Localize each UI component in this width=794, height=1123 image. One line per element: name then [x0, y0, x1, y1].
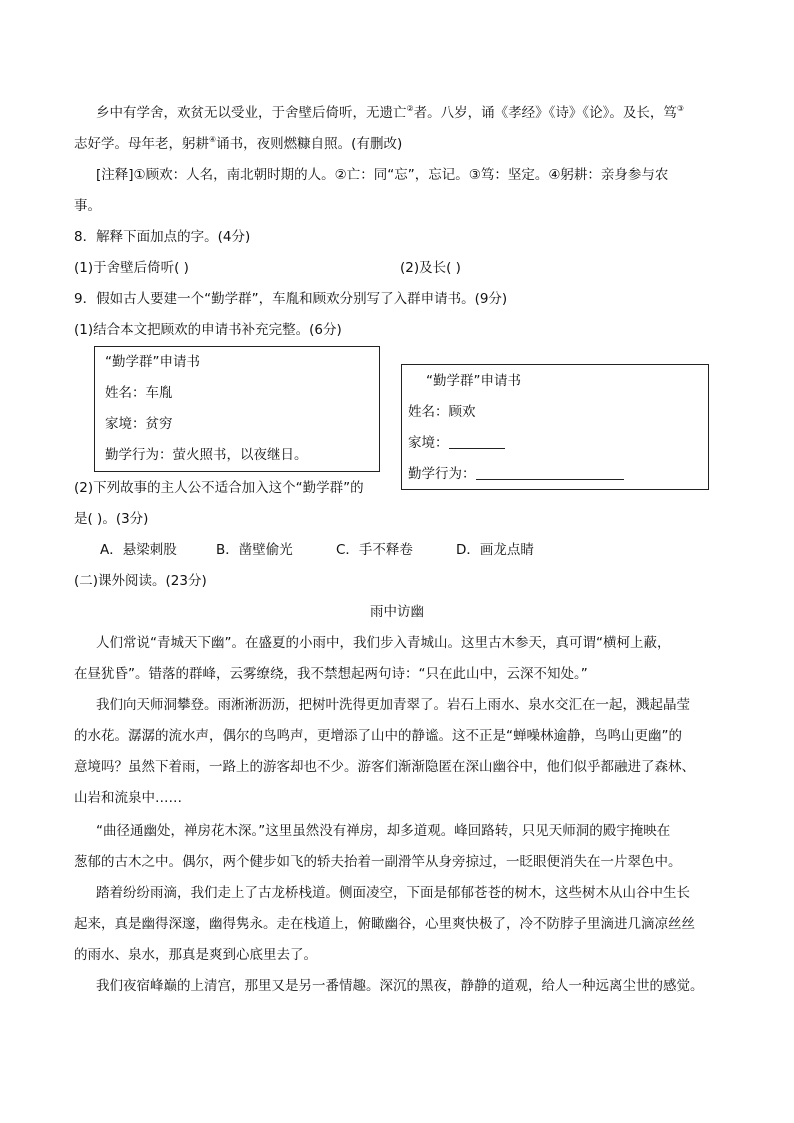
card-right-heading: “勤学群”申请书: [426, 373, 521, 389]
classical-line-2: [74, 134, 402, 154]
passage-line: 起来，真是幽得深邃，幽得隽永。走在栈道上，俯瞰幽谷，心里爽快极了，冷不防脖子里滴进几滴凉丝丝: [74, 916, 695, 932]
card-right-family-row: [408, 433, 505, 453]
classical-line-1: [96, 103, 684, 123]
annotation-line-2: 事。: [74, 198, 101, 214]
passage-line: 意境吗？虽然下着雨，一路上的游客却也不少。游客们渐渐隐匿在深山幽谷中，他们似乎都融进了森林、: [74, 759, 695, 775]
footnote-mark-4: ④: [209, 135, 217, 144]
card-left-heading: “勤学群”申请书: [105, 354, 200, 370]
question-9-sub-1: (1)结合本文把顾欢的申请书补充完整。(6分): [74, 322, 342, 338]
option-d: D．画龙点睛: [456, 542, 534, 558]
passage-line: 人们常说“青城天下幽”。在盛夏的小雨中，我们步入青城山。这里古木参天，真可谓“横柯上蔽，: [96, 635, 671, 651]
option-c: C．手不释卷: [336, 542, 413, 558]
option-b: B．凿壁偷光: [216, 542, 293, 558]
card-right-family-label: 家境：: [408, 435, 449, 451]
footnote-mark-3: ③: [676, 104, 685, 113]
classical-line-2b: 诵书，夜则燃糠自照。(有删改): [216, 136, 403, 152]
card-right-behavior-row: [408, 464, 624, 484]
annotation-line-1: [注释]①顾欢：人名，南北朝时期的人。②亡：同“忘”，忘记。③笃：坚定。④躬耕：亲身参与农: [96, 167, 669, 183]
card-right-name: 姓名：顾欢: [408, 404, 476, 420]
family-blank-line[interactable]: [449, 434, 505, 449]
application-card-che-yin: [94, 346, 380, 472]
passage-line: 踏着纷纷雨滴，我们走上了古龙桥栈道。侧面凌空，下面是郁郁苍苍的树木，这些树木从山谷中生长: [96, 885, 690, 901]
card-right-behavior-label: 勤学行为：: [408, 466, 476, 482]
question-8-item-1: (1)于舍壁后倚听( ): [74, 260, 189, 276]
passage-line: 葱郁的古木之中。偶尔，两个健步如飞的轿夫抬着一副滑竿从身旁掠过，一眨眼便消失在一片翠色中。: [74, 854, 682, 870]
question-9-sub-2-line-1: (2)下列故事的主人公不适合加入这个“勤学群”的: [74, 480, 364, 496]
card-left-behavior: 勤学行为：萤火照书，以夜继日。: [105, 447, 308, 463]
question-9-title: 9．假如古人要建一个“勤学群”，车胤和顾欢分别写了入群申请书。(9分): [74, 291, 508, 307]
card-left-name: 姓名：车胤: [105, 385, 173, 401]
question-9-sub-2-line-2: 是( )。(3分): [74, 511, 149, 527]
passage-line: 我们夜宿峰巅的上清宫，那里又是另一番情趣。深沉的黑夜，静静的道观，给人一种远离尘世的感觉。: [96, 978, 704, 994]
question-8-title: 8．解释下面加点的字。(4分): [74, 229, 251, 245]
application-card-gu-huan: [401, 364, 709, 490]
classical-line-1a: 乡中有学舍，欢贫无以受业，于舍壁后倚听，无遗亡: [96, 105, 407, 121]
footnote-mark-2: ②: [406, 104, 414, 113]
passage-line: “曲径通幽处，禅房花木深。”这里虽然没有禅房，却多道观。峰回路转，只见天师洞的殿宇掩映在: [96, 823, 671, 839]
option-a: A．悬梁刺股: [100, 542, 177, 558]
passage-title: 雨中访幽: [370, 604, 424, 620]
section-2-heading: (二)课外阅读。(23分): [74, 573, 207, 589]
passage-line: 的雨水、泉水，那真是爽到心底里去了。: [74, 947, 317, 963]
passage-line: 在昼犹昏”。错落的群峰，云雾缭绕，我不禁想起两句诗：“只在此山中，云深不知处。”: [74, 666, 588, 682]
behavior-blank-line[interactable]: [476, 465, 624, 480]
classical-line-2a: 志好学。母年老，躬耕: [74, 136, 209, 152]
classical-line-1b: 者。八岁，诵《孝经》《诗》《论》。及长，笃: [413, 105, 677, 121]
passage-line: 的水花。潺潺的流水声，偶尔的鸟鸣声，更增添了山中的静谧。这不正是“蝉噪林逾静，鸟鸣山更幽”的: [74, 728, 682, 744]
passage-line: 我们向天师洞攀登。雨淅淅沥沥，把树叶洗得更加青翠了。岩石上雨水、泉水交汇在一起，溅起晶莹: [96, 697, 690, 713]
passage-line: 山岩和流泉中……: [74, 790, 182, 806]
question-8-item-2: (2)及长( ): [400, 260, 461, 276]
card-left-family: 家境：贫穷: [105, 416, 173, 432]
